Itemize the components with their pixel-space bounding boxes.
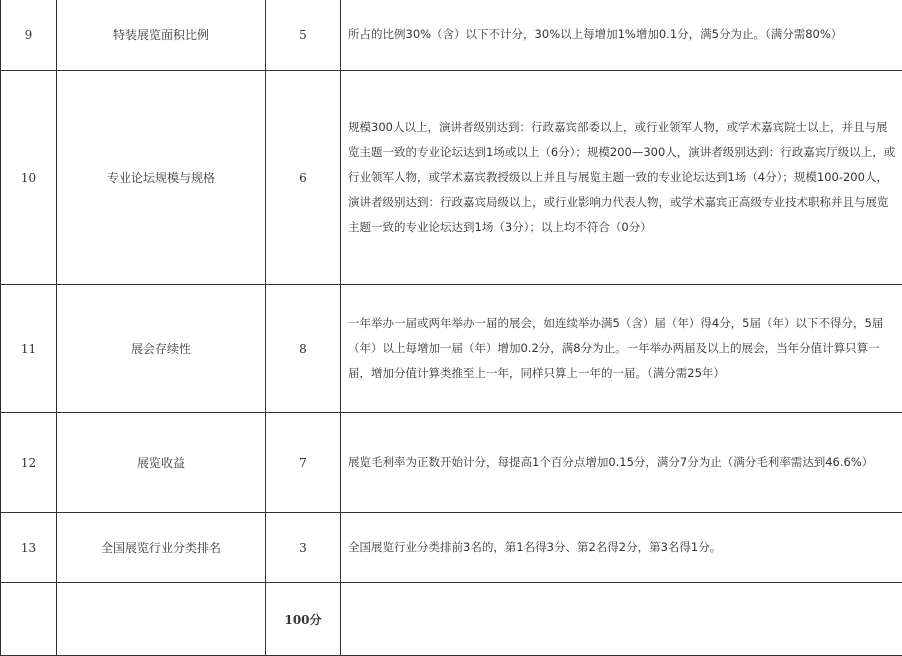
criterion-description: 所占的比例30%（含）以下不计分，30%以上每增加1%增加0.1分，满5分为止。（满分需80%） [341, 0, 902, 71]
table-row [1, 413, 902, 513]
criterion-score: 6 [266, 71, 341, 285]
criterion-score: 5 [266, 0, 341, 71]
total-row [1, 583, 902, 656]
criterion-name: 全国展览行业分类排名 [57, 513, 266, 583]
criterion-name: 专业论坛规模与规格 [57, 71, 266, 285]
row-number: 10 [1, 71, 57, 285]
criterion-score: 7 [266, 413, 341, 513]
criterion-description: 展览毛利率为正数开始计分，每提高1个百分点增加0.15分，满分7分为止（满分毛利率需达到46.6%） [341, 413, 902, 513]
criterion-name: 特装展览面积比例 [57, 0, 266, 71]
criterion-score: 3 [266, 513, 341, 583]
table-row [1, 71, 902, 285]
row-number: 13 [1, 513, 57, 583]
row-number: 11 [1, 285, 57, 413]
total-item-cell [57, 583, 266, 656]
total-number-cell [1, 583, 57, 656]
criterion-name: 展会存续性 [57, 285, 266, 413]
table-row [1, 285, 902, 413]
total-description-cell [341, 583, 902, 656]
criterion-name: 展览收益 [57, 413, 266, 513]
table-row [1, 513, 902, 583]
table-row [1, 0, 902, 71]
row-number: 9 [1, 0, 57, 71]
total-score: 100分 [266, 583, 341, 656]
criterion-description: 全国展览行业分类排前3名的，第1名得3分、第2名得2分，第3名得1分。 [341, 513, 902, 583]
criterion-score: 8 [266, 285, 341, 413]
criterion-description: 规模300人以上，演讲者级别达到：行政嘉宾部委以上，或行业领军人物，或学术嘉宾院士以上，并且与展览主题一致的专业论坛达到1场或以上（6分）；规模200—300人，演讲者级别达到：行政嘉宾厅级以上，或行业领军人物，或学术嘉宾教授级以上并且与展览主题一致的专业论坛达到1场（4分）；规模100-200人，演讲者级别达到：行政嘉宾局级以上，或行业影响力代表人物，或学术嘉宾正高级专业技术职称并且与展览主题一致的专业论坛达到1场（3分）；以上均不符合（0分） [341, 71, 902, 285]
criterion-description: 一年举办一届或两年举办一届的展会，如连续举办满5（含）届（年）得4分，5届（年）以下不得分，5届（年）以上每增加一届（年）增加0.2分，满8分为止。一年举办两届及以上的展会，当年分值计算只算一届，增加分值计算类推至上一年，同样只算上一年的一届。（满分需25年） [341, 285, 902, 413]
row-number: 12 [1, 413, 57, 513]
